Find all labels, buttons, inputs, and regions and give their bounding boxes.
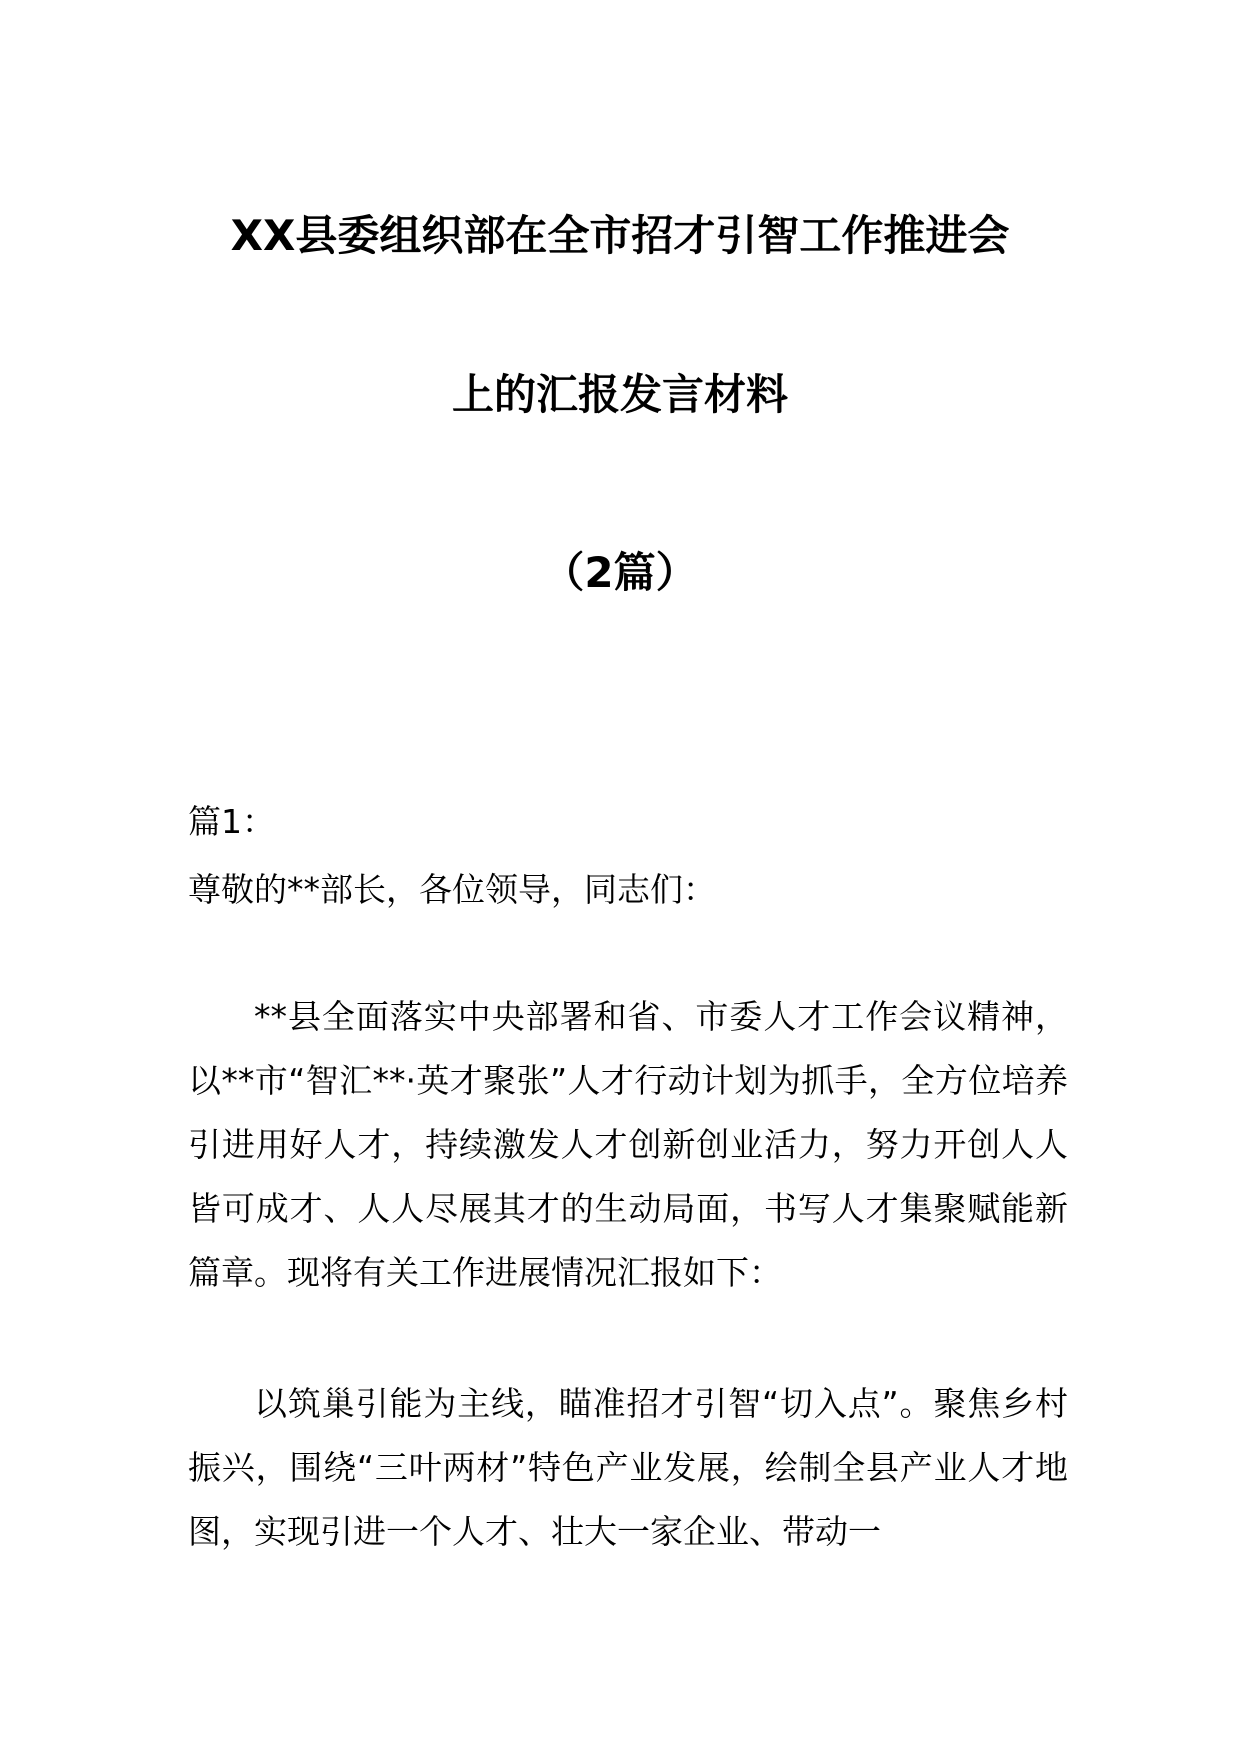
salutation: 尊敬的**部长，各位领导，同志们： [188, 870, 716, 909]
body-paragraph: **县全面落实中央部署和省、市委人才工作会议精神，以**市“智汇**·英才聚张”人才行动计划为抓手，全方位培养引进用好人才，持续激发人才创新创业活力，努力开创人人皆可成才、人人尽展其才的生动局面，书写人才集聚赋能新篇章。现将有关工作进展情况汇报如下： [188, 997, 1068, 1292]
body-paragraph-1-block [188, 985, 1068, 1305]
section-label: 篇1： [188, 802, 275, 841]
body-paragraph-2-block [188, 1372, 1068, 1564]
document-title-line-2: 上的汇报发言材料 [451, 370, 788, 419]
body-paragraph: 以筑巢引能为主线，瞄准招才引智“切入点”。聚焦乡村振兴，围绕“三叶两材”特色产业发展，绘制全县产业人才地图，实现引进一个人才、壮大一家企业、带动一 [188, 1384, 1068, 1551]
document-title-line-1: XX县委组织部在全市招才引智工作推进会 [230, 211, 1010, 260]
document-title-count: （2篇） [542, 548, 698, 597]
